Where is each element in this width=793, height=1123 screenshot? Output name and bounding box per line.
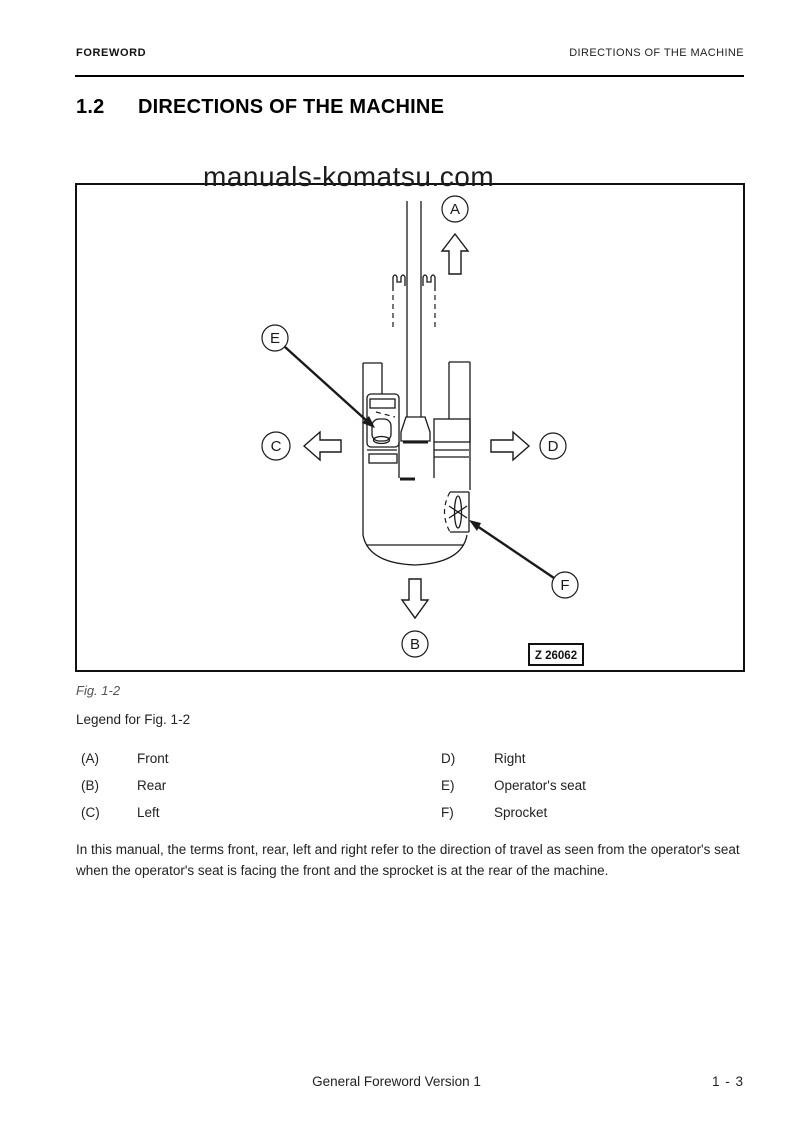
svg-text:A: A <box>449 201 461 218</box>
boom-foot <box>401 417 430 441</box>
seat-leader <box>285 347 375 428</box>
figure-caption: Fig. 1-2 <box>76 683 121 698</box>
machine-body <box>363 362 470 565</box>
circle-label-b <box>402 631 428 657</box>
legend-row-c <box>81 805 381 822</box>
sprocket-leader <box>469 520 554 578</box>
legend-label: Left <box>137 805 160 820</box>
legend-key: (C) <box>81 805 100 820</box>
drawing-number: Z 26062 <box>534 650 578 662</box>
right-direction-arrow <box>491 432 529 460</box>
header-section-label: FOREWORD <box>76 47 147 59</box>
legend-key: F) <box>441 805 454 820</box>
figure-1-2-frame <box>75 183 745 672</box>
legend-label: Right <box>494 751 526 766</box>
svg-text:F: F <box>560 577 570 594</box>
operator-cab <box>367 394 399 447</box>
drawing-number-box <box>529 644 583 665</box>
circle-label-e <box>262 325 288 351</box>
left-direction-arrow <box>304 432 341 460</box>
machine-directions-diagram <box>77 185 743 670</box>
legend-heading: Legend for Fig. 1-2 <box>76 712 191 727</box>
engine-block <box>434 419 470 442</box>
header-chapter-label: DIRECTIONS OF THE MACHINE <box>569 47 744 59</box>
watermark-text: manuals-komatsu.com <box>203 161 495 192</box>
circle-label-d <box>540 433 566 459</box>
section-number: 1.2 <box>76 96 105 118</box>
legend-label: Operator's seat <box>494 778 586 793</box>
svg-text:B: B <box>409 636 421 653</box>
legend-key: D) <box>441 751 456 766</box>
legend-label: Front <box>137 751 169 766</box>
legend-row-a <box>81 751 381 768</box>
legend-row-b <box>81 778 381 795</box>
legend-row-e <box>441 778 741 795</box>
body-paragraph <box>76 840 766 881</box>
svg-text:E: E <box>269 330 281 347</box>
circle-label-a <box>442 196 468 222</box>
footer-page-number: 1 - 3 <box>711 1074 744 1089</box>
legend-key: (A) <box>81 751 99 766</box>
svg-text:D: D <box>547 438 559 455</box>
footer-document-title: General Foreword Version 1 <box>312 1074 481 1089</box>
paragraph-line: In this manual, the terms front, rear, left and right refer to the direction of travel as seen from the operator's seat <box>76 842 740 857</box>
counterweight-arc <box>363 535 467 565</box>
svg-text:C: C <box>270 438 282 455</box>
sprocket-shape <box>445 492 470 532</box>
legend-key: E) <box>441 778 455 793</box>
rear-direction-arrow <box>402 579 428 618</box>
circle-label-f <box>552 572 578 598</box>
circle-label-c <box>262 432 290 460</box>
legend-key: (B) <box>81 778 99 793</box>
legend-row-f <box>441 805 741 822</box>
section-title-text: DIRECTIONS OF THE MACHINE <box>138 96 445 118</box>
legend-label: Rear <box>137 778 167 793</box>
legend-row-d <box>441 751 741 768</box>
boom-lines <box>393 201 435 417</box>
legend-label: Sprocket <box>494 805 548 820</box>
cab-window <box>370 399 395 408</box>
front-direction-arrow <box>442 234 468 274</box>
header-rule <box>75 75 744 77</box>
paragraph-line: when the operator's seat is facing the front and the sprocket is at the rear of the machine. <box>76 862 609 878</box>
page-title <box>76 96 444 119</box>
